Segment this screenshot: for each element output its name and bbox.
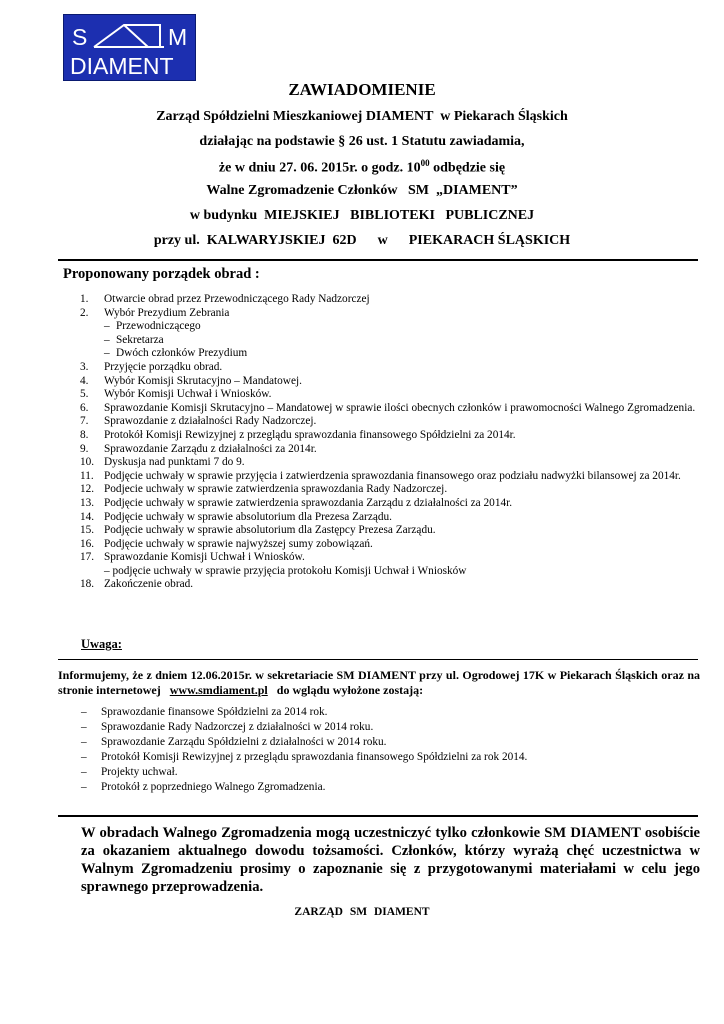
- document-item-text: Protokół z poprzedniego Walnego Zgromadzenia.: [101, 781, 326, 793]
- agenda-item: [80, 565, 700, 579]
- divider: [58, 659, 698, 660]
- agenda-item: [80, 578, 700, 592]
- header-line-1: Zarząd Spółdzielni Mieszkaniowej DIAMENT w Piekarach Śląskich: [156, 109, 568, 124]
- agenda-item: [80, 320, 700, 334]
- dash-bullet-icon: –: [104, 347, 110, 360]
- agenda-heading: Proponowany porządek obrad :: [63, 266, 260, 282]
- agenda-item-number: 6.: [80, 401, 89, 414]
- agenda-item: [80, 334, 700, 348]
- agenda-item: [80, 483, 700, 497]
- agenda-item: [80, 361, 700, 375]
- final-statement: W obradach Walnego Zgromadzenia mogą uczestniczyć tylko członkowie SM DIAMENT osobiście za okazaniem aktualnego dowodu tożsamości. Członków, którzy wyrażą chęć uczestnictwa w Walnym Zgromadzeniu prosimy o zapoznanie się z przygotowanymi materiałami w celu jego sprawnego przeprowadzenia.: [81, 825, 700, 895]
- website-link[interactable]: www.smdiament.pl: [169, 683, 268, 697]
- agenda-item-continuation: – podjęcie uchwały w sprawie przyjęcia protokołu Komisji Uchwał i Wniosków: [104, 564, 467, 577]
- agenda-item: [80, 293, 700, 307]
- dash-bullet-icon: –: [104, 320, 110, 333]
- agenda-item-number: 4.: [80, 374, 89, 387]
- dash-bullet-icon: –: [81, 781, 87, 793]
- agenda-item-number: 12.: [80, 483, 95, 496]
- agenda-item-number: 2.: [80, 306, 89, 319]
- logo-wordmark: DIAMENT: [70, 53, 174, 79]
- agenda-item-number: 18.: [80, 578, 95, 591]
- agenda-item: [80, 497, 700, 511]
- agenda-item-text: Wybór Komisji Uchwał i Wniosków.: [104, 388, 272, 401]
- agenda-item-number: 7.: [80, 415, 89, 428]
- agenda-item: [80, 456, 700, 470]
- dash-bullet-icon: –: [81, 721, 87, 733]
- agenda-item-text: Wybór Komisji Skrutacyjno – Mandatowej.: [104, 374, 302, 387]
- agenda-item-number: 10.: [80, 456, 95, 469]
- document-item-text: Sprawozdanie Zarządu Spółdzielni z działalności w 2014 roku.: [101, 736, 387, 748]
- divider: [58, 259, 698, 261]
- agenda-item-text: Podjęcie uchwały w sprawie absolutorium dla Prezesa Zarządu.: [104, 510, 392, 523]
- agenda-item-number: 11.: [80, 469, 94, 482]
- document-item: [81, 705, 681, 720]
- agenda-item-text: Podjęcie uchwały w sprawie zatwierdzenia sprawozdania Zarządu z działalności za 2014r.: [104, 496, 513, 509]
- agenda-item-number: 14.: [80, 510, 95, 523]
- agenda-item-text: Podjecie uchwały w sprawie zatwierdzenia sprawozdania Rady Nadzorczej.: [104, 483, 448, 496]
- agenda-subitem-text: Przewodniczącego: [116, 320, 201, 333]
- header-line-5: w budynku MIEJSKIEJ BIBLIOTEKI PUBLICZNEJ: [189, 208, 535, 223]
- agenda-item: [80, 443, 700, 457]
- document-item-text: Sprawozdanie Rady Nadzorczej z działalności w 2014 roku.: [101, 721, 374, 733]
- agenda-item-text: Podjęcie uchwały w sprawie przyjęcia i zatwierdzenia sprawozdania finansowego oraz podziału nadwyżki bilansowej za 2014r.: [104, 469, 681, 482]
- document-item: [81, 735, 681, 750]
- agenda-item-number: 1.: [80, 293, 89, 305]
- agenda-item-number: 16.: [80, 537, 95, 550]
- document-item: [81, 750, 681, 765]
- agenda-item: [80, 524, 700, 538]
- agenda-item: [80, 307, 700, 321]
- agenda-item: [80, 347, 700, 361]
- document-item-text: Sprawozdanie finansowe Spółdzielni za 2014 rok.: [101, 706, 328, 718]
- agenda-item-text: Protokół Komisji Rewizyjnej z przeglądu sprawozdania finansowego Spółdzielni za 2014r.: [104, 428, 516, 441]
- agenda-item-text: Sprawozdanie Komisji Skrutacyjno – Mandatowej w sprawie ilości obecnych członków i prawomocności Walnego Zgromadzenia.: [104, 401, 696, 414]
- logo-letter-s: S: [72, 24, 89, 50]
- agenda-item-text: Sprawozdanie Komisji Uchwał i Wniosków.: [104, 551, 305, 564]
- dash-bullet-icon: –: [81, 706, 87, 718]
- agenda-item-text: Podjęcie uchwały w sprawie absolutorium dla Zastępcy Prezesa Zarządu.: [104, 524, 436, 537]
- notice-heading: Uwaga:: [81, 637, 122, 651]
- agenda-item: [80, 402, 700, 416]
- agenda-item: [80, 429, 700, 443]
- page-title: ZAWIADOMIENIE: [288, 80, 436, 99]
- notice-info-end: do wglądu wyłożone zostają:: [276, 683, 424, 697]
- agenda-item-number: 15.: [80, 524, 95, 537]
- notice-info-text: Informujemy, że z dniem 12.06.2015r. w sekretariacie SM DIAMENT przy ul. Ogrodowej 17K w Piekarach Śląskich oraz na stronie internetowej: [58, 668, 700, 697]
- header-line-4: Walne Zgromadzenie Członków SM „DIAMENT”: [206, 183, 518, 198]
- agenda-subitem-text: Dwóch członków Prezydium: [116, 347, 248, 360]
- agenda-item-text: Przyjęcie porządku obrad.: [104, 360, 223, 373]
- company-logo: [63, 14, 196, 81]
- agenda-item: [80, 538, 700, 552]
- dash-bullet-icon: –: [81, 736, 87, 748]
- agenda-item-text: Otwarcie obrad przez Przewodniczącego Rady Nadzorczej: [104, 293, 370, 305]
- agenda-item-number: 13.: [80, 496, 95, 509]
- dash-bullet-icon: –: [81, 766, 87, 778]
- agenda-item-number: 17.: [80, 551, 95, 564]
- agenda-subitem-text: Sekretarza: [116, 333, 164, 346]
- agenda-list: [80, 293, 700, 592]
- header-date-text: że w dniu 27. 06. 2015r. o godz. 10: [218, 160, 421, 176]
- agenda-item-number: 9.: [80, 442, 89, 455]
- logo-letter-m: M: [168, 24, 189, 50]
- agenda-item: [80, 415, 700, 429]
- header-line-3-end: odbędzie się: [429, 160, 506, 176]
- header-time-minutes: 00: [420, 158, 430, 168]
- agenda-item-text: Sprawozdanie Zarządu z działalności za 2014r.: [104, 442, 317, 455]
- document-item-text: Projekty uchwał.: [101, 766, 178, 778]
- agenda-item: [80, 470, 700, 484]
- agenda-item: [80, 511, 700, 525]
- document-item-text: Protokół Komisji Rewizyjnej z przeglądu sprawozdania finansowego Spółdzielni za rok 2014.: [101, 751, 528, 763]
- agenda-item: [80, 375, 700, 389]
- notice-info: [58, 668, 700, 698]
- agenda-item-text: Dyskusja nad punktami 7 do 9.: [104, 456, 245, 469]
- document-item: [81, 765, 681, 780]
- agenda-item: [80, 551, 700, 565]
- agenda-item-number: 5.: [80, 388, 89, 401]
- header-line-3: [0, 158, 724, 177]
- agenda-item-text: Wybór Prezydium Zebrania: [104, 306, 230, 319]
- agenda-item: [80, 388, 700, 402]
- dash-bullet-icon: –: [81, 751, 87, 763]
- signature: ZARZĄD SM DIAMENT: [294, 906, 430, 918]
- documents-list: [81, 705, 681, 795]
- header-line-6: przy ul. KALWARYJSKIEJ 62D w PIEKARACH ŚLĄSKICH: [153, 233, 571, 248]
- divider: [58, 815, 698, 817]
- agenda-item-number: 8.: [80, 428, 89, 441]
- agenda-item-number: 3.: [80, 360, 89, 373]
- dash-bullet-icon: –: [104, 333, 110, 346]
- header-line-2: działając na podstawie § 26 ust. 1 Statutu zawiadamia,: [199, 134, 525, 149]
- document-item: [81, 780, 681, 795]
- document-item: [81, 720, 681, 735]
- agenda-item-text: Zakończenie obrad.: [104, 578, 194, 591]
- agenda-item-text: Podjęcie uchwały w sprawie najwyższej sumy zobowiązań.: [104, 537, 373, 550]
- agenda-item-text: Sprawozdanie z działalności Rady Nadzorczej.: [104, 415, 317, 428]
